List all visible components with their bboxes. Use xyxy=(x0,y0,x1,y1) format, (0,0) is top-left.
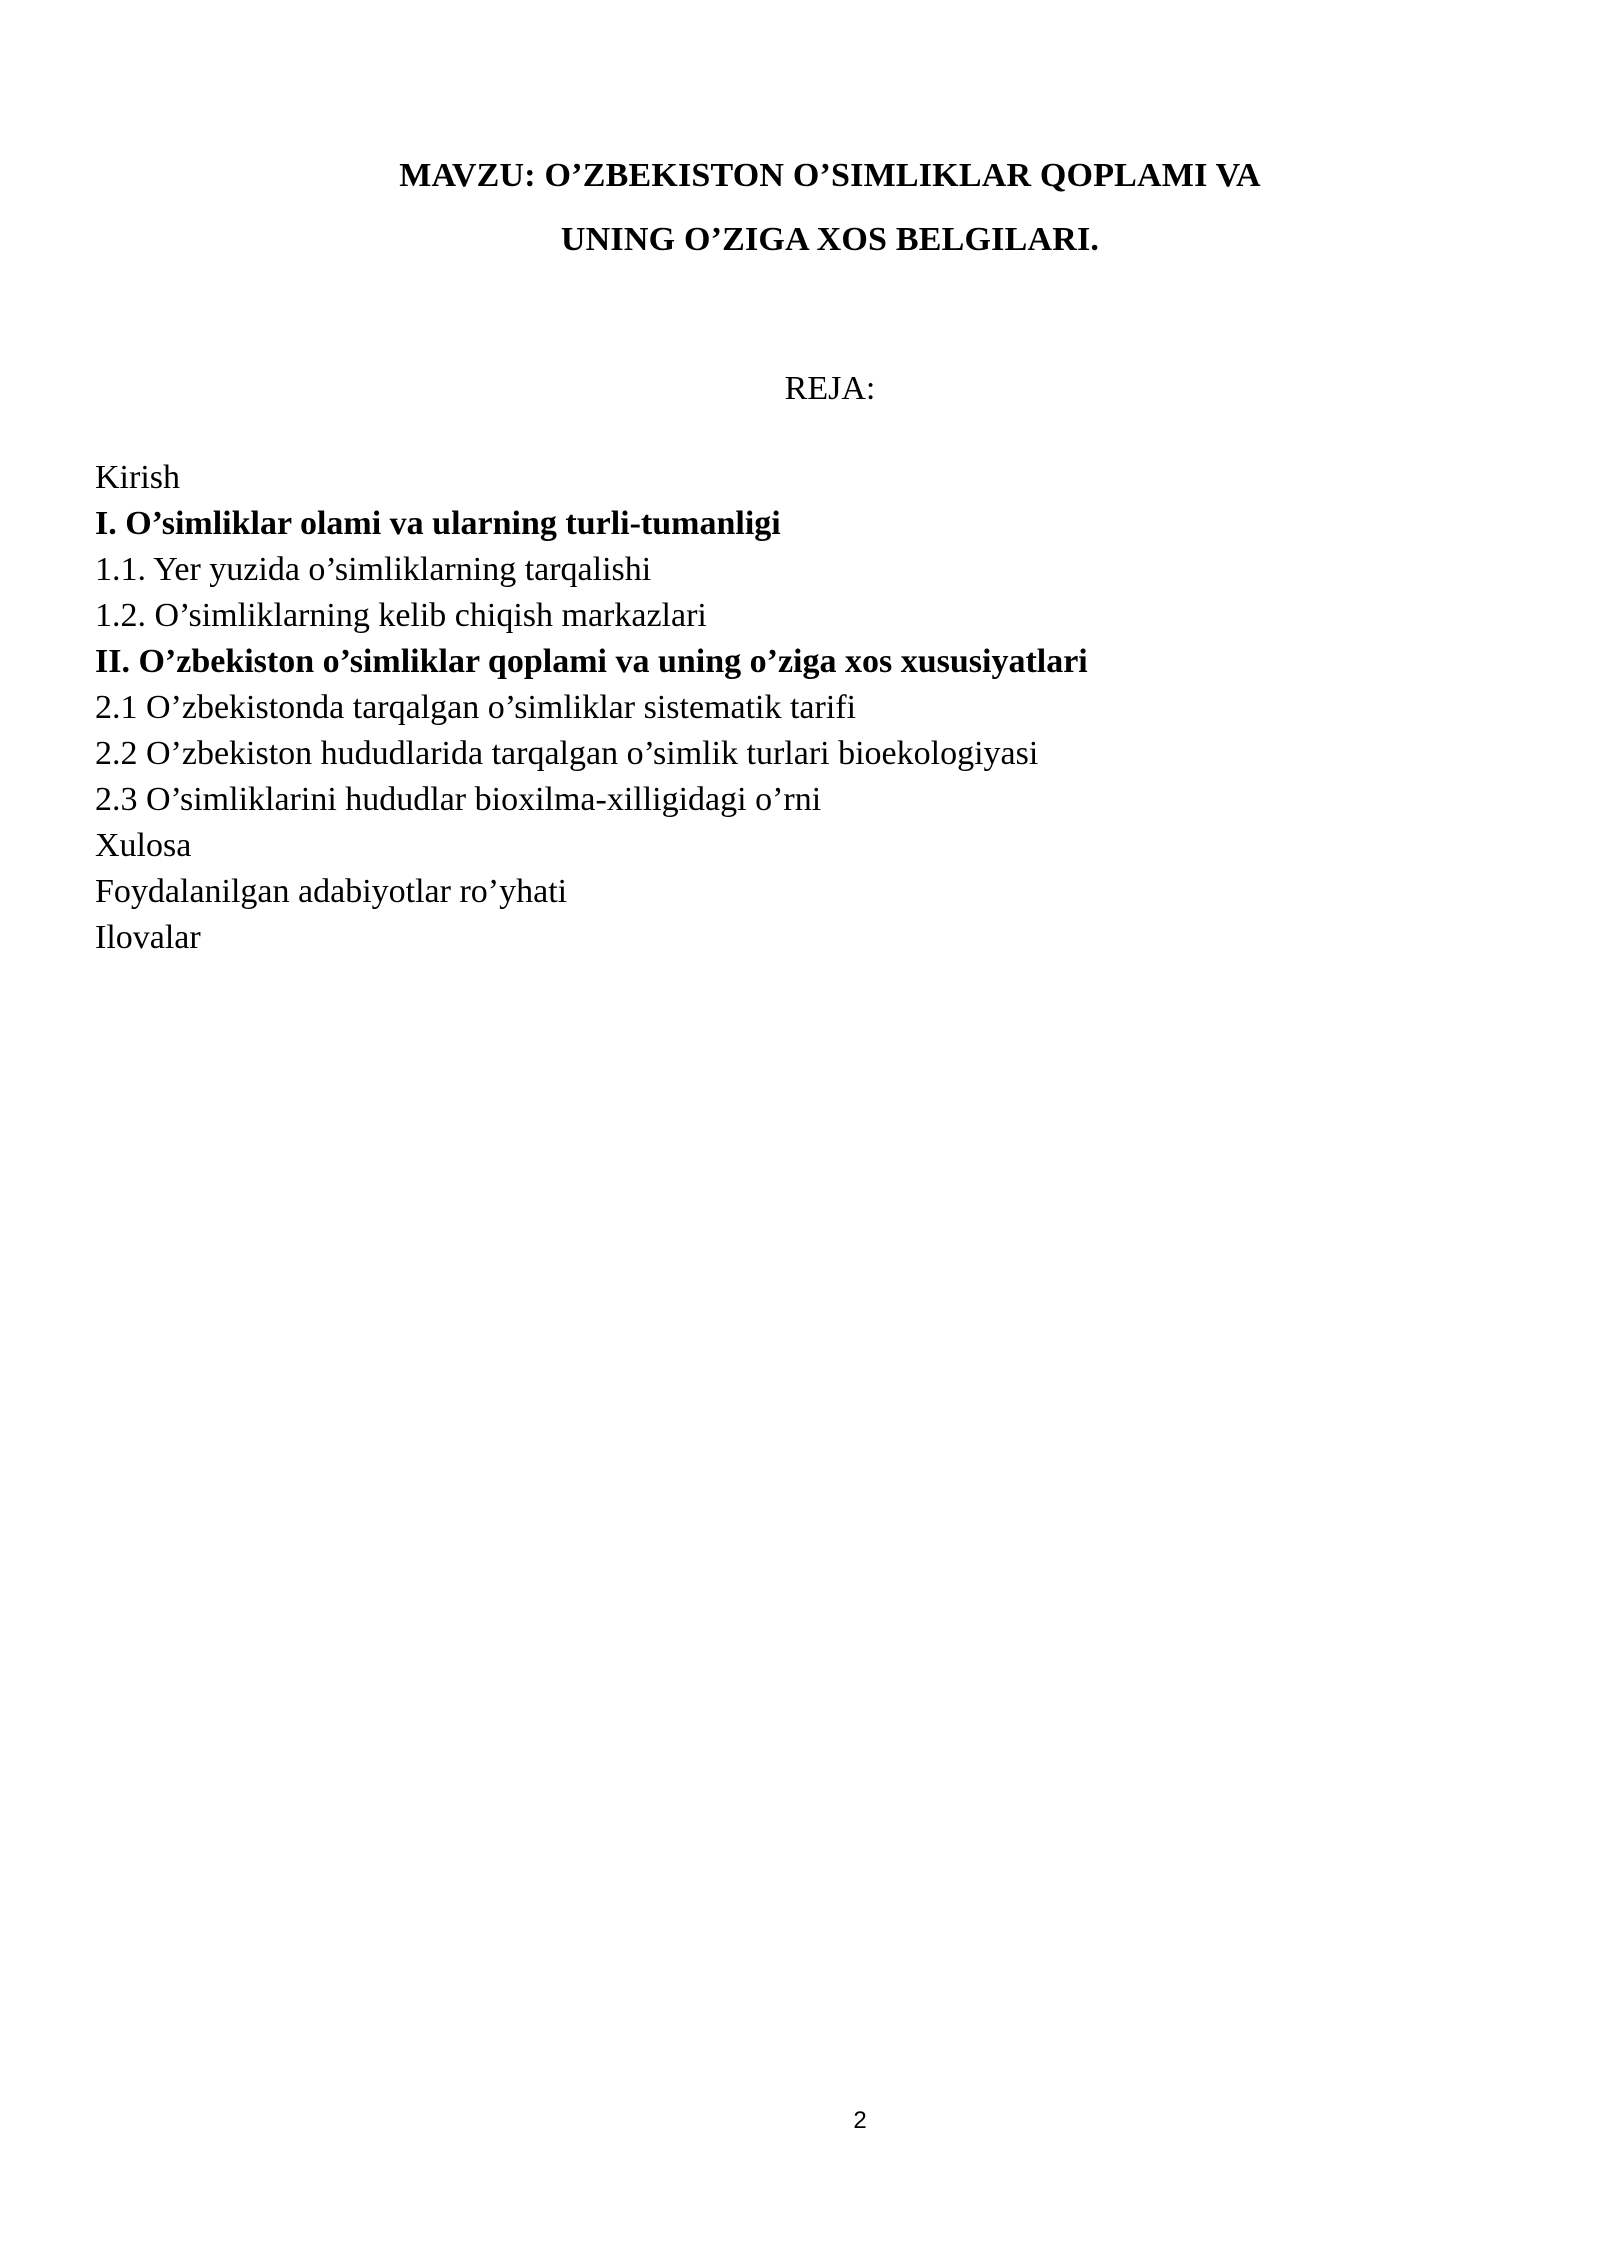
plan-item-xulosa: Xulosa xyxy=(95,827,192,864)
plan-item-chapter-2: II. O’zbekiston o’simliklar qoplami va uning o’ziga xos xususiyatlari xyxy=(95,643,1088,680)
plan-heading: REJA: xyxy=(784,370,876,407)
plan-item-kirish: Kirish xyxy=(95,459,180,496)
plan-item-references: Foydalanilgan adabiyotlar ro’yhati xyxy=(95,873,568,910)
document-title-line-2: UNING O’ZIGA XOS BELGILARI. xyxy=(560,221,1100,258)
plan-item-1-2: 1.2. O’simliklarning kelib chiqish markazlari xyxy=(95,597,707,634)
page-number: 2 xyxy=(853,2107,867,2134)
plan-item-2-1: 2.1 O’zbekistonda tarqalgan o’simliklar sistematik tarifi xyxy=(95,689,857,726)
plan-item-2-3: 2.3 O’simliklarini hududlar bioxilma-xilligidagi o’rni xyxy=(95,781,822,818)
plan-item-chapter-1: I. O’simliklar olami va ularning turli-tumanligi xyxy=(95,505,781,542)
document-title-line-1: MAVZU: O’ZBEKISTON O’SIMLIKLAR QOPLAMI VA xyxy=(399,157,1261,194)
plan-list xyxy=(95,455,1515,961)
plan-item-2-2: 2.2 O’zbekiston hududlarida tarqalgan o’simlik turlari bioekologiyasi xyxy=(95,735,1039,772)
plan-item-1-1: 1.1. Yer yuzida o’simliklarning tarqalishi xyxy=(95,551,652,588)
plan-item-appendices: Ilovalar xyxy=(95,919,201,956)
